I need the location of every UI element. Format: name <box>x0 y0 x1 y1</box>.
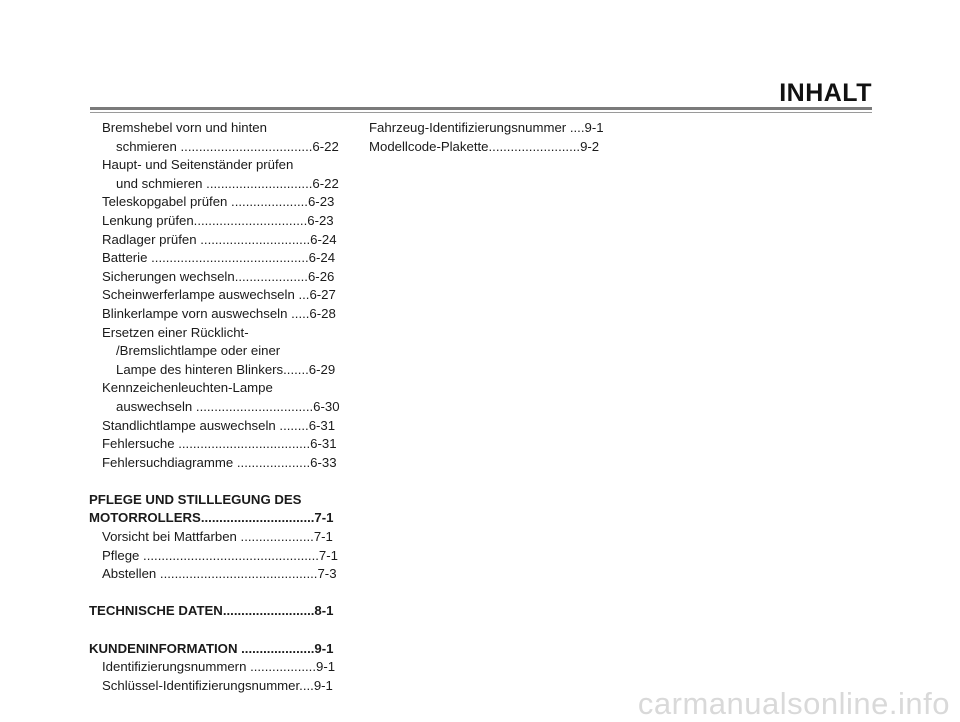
toc-entry[interactable]: Pflege ................................................7-1 <box>102 547 338 563</box>
toc-spacer <box>89 584 351 603</box>
toc-entry[interactable]: Radlager prüfen ..............................6-24 <box>102 231 337 247</box>
toc-entry[interactable]: und schmieren .............................6-22 <box>116 175 339 191</box>
toc-entry[interactable]: Lenkung prüfen...............................6-23 <box>102 212 334 228</box>
toc-section-heading[interactable]: PFLEGE UND STILLLEGUNG DES <box>89 491 302 507</box>
title-rule-thin <box>90 112 872 113</box>
page-title: INHALT <box>779 79 872 107</box>
toc-entry[interactable]: Fahrzeug-Identifizierungsnummer ....9-1 <box>369 120 604 135</box>
toc-entry[interactable]: Haupt- und Seitenständer prüfen <box>102 157 294 173</box>
toc-entry[interactable]: Schlüssel-Identifizierungsnummer....9-1 <box>102 677 333 693</box>
toc-entry[interactable]: auswechseln ................................6-30 <box>116 398 340 414</box>
toc-entry[interactable]: Teleskopgabel prüfen .....................6-23 <box>102 194 335 210</box>
toc-section-heading[interactable]: MOTORROLLERS...............................7-1 <box>89 510 334 526</box>
toc-spacer <box>89 472 351 491</box>
toc-entry[interactable]: /Bremslichtlampe oder einer <box>116 343 281 359</box>
toc-entry[interactable]: Kennzeichenleuchten-Lampe <box>102 380 273 396</box>
toc-entry[interactable]: schmieren ....................................6-22 <box>116 138 339 154</box>
toc-entry[interactable]: Batterie ...........................................6-24 <box>102 250 336 266</box>
toc-entry[interactable]: Sicherungen wechseln....................6-26 <box>102 268 335 284</box>
toc-column-right <box>369 119 619 156</box>
toc-entry[interactable]: Scheinwerferlampe auswechseln ...6-27 <box>102 287 336 303</box>
toc-entry[interactable]: Standlichtlampe auswechseln ........6-31 <box>102 417 336 433</box>
toc-entry[interactable]: Bremshebel vorn und hinten <box>102 120 267 135</box>
toc-entry[interactable]: Fehlersuchdiagramme ....................6-33 <box>102 454 337 470</box>
toc-entry[interactable]: Blinkerlampe vorn auswechseln .....6-28 <box>102 305 336 321</box>
toc-entry[interactable]: Modellcode-Plakette.........................9-2 <box>369 138 600 154</box>
toc-spacer <box>89 621 351 640</box>
toc-entry[interactable]: Lampe des hinteren Blinkers.......6-29 <box>116 361 336 377</box>
toc-section-heading[interactable]: TECHNISCHE DATEN.........................8-1 <box>89 603 334 619</box>
watermark: carmanualsonline.info <box>637 686 950 721</box>
toc-entry[interactable]: Fehlersuche ....................................6-31 <box>102 436 337 452</box>
toc-section-heading[interactable]: KUNDENINFORMATION ....................9-1 <box>89 640 334 656</box>
toc-entry[interactable]: Vorsicht bei Mattfarben ....................7-1 <box>102 529 333 545</box>
toc-entry[interactable]: Identifizierungsnummern ..................9-1 <box>102 659 336 675</box>
toc-entry[interactable]: Abstellen ...........................................7-3 <box>102 566 337 582</box>
toc-entry[interactable]: Ersetzen einer Rücklicht- <box>102 324 249 340</box>
toc-column-left <box>89 119 351 695</box>
title-rule <box>90 107 872 110</box>
